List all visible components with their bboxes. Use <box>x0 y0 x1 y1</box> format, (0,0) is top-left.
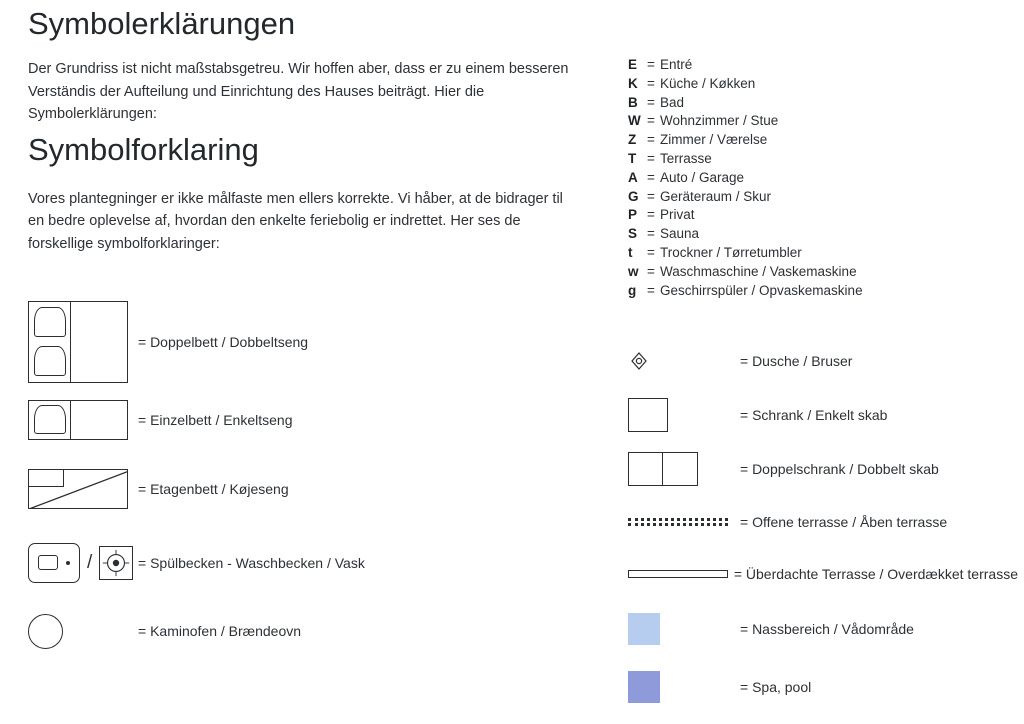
covered-terrace-icon <box>628 570 728 578</box>
equals-sign: = <box>647 263 655 279</box>
abbreviation-row <box>628 131 1018 150</box>
shower-glyph-wrap <box>628 350 740 372</box>
abbreviation-row <box>628 150 1018 169</box>
abbreviation-value: Auto / Garage <box>660 169 745 185</box>
abbreviation-value: Waschmaschine / Vaskemaskine <box>660 263 857 279</box>
double-bed-glyph-wrap <box>28 301 138 383</box>
washbasin-icon <box>99 546 133 580</box>
sink-glyph-wrap <box>28 543 138 583</box>
german-paragraph: Der Grundriss ist nicht maßstabsgetreu. Wir hoffen aber, dass er zu einem besseren Verständis der Aufteilung und Einrichtung des Hauses beiträgt. Hier die Symbolerklärungen: <box>28 61 569 122</box>
equals-sign: = <box>647 188 655 204</box>
legend-item-wood-stove <box>28 601 608 661</box>
covered-terrace-glyph-wrap <box>628 570 734 578</box>
pillow-icon <box>34 346 66 376</box>
equals-sign: = <box>647 282 655 298</box>
legend-label: = Überdachte Terrasse / Overdækket terrasse <box>733 566 1018 583</box>
legend-label: = Etagenbett / Køjeseng <box>138 481 289 497</box>
spa-pool-glyph-wrap <box>628 671 740 703</box>
open-terrace-glyph-wrap <box>628 518 740 526</box>
abbreviation-key: Z <box>628 132 637 148</box>
legend-label: = Doppelschrank / Dobbelt skab <box>740 461 939 478</box>
left-column <box>28 0 608 661</box>
legend-item-bunk-bed <box>28 453 608 525</box>
spa-pool-swatch <box>628 671 660 703</box>
bunk-bed-ladder-icon <box>29 470 128 509</box>
double-bed-icon <box>28 301 128 383</box>
abbreviation-value: Bad <box>660 94 685 110</box>
wardrobe-double-icon <box>628 452 698 486</box>
equals-sign: = <box>647 244 655 260</box>
abbreviation-key: P <box>628 207 638 223</box>
equals-sign: = <box>647 150 655 166</box>
equals-sign: = <box>647 94 655 110</box>
legend-label: = Dusche / Bruser <box>740 353 853 370</box>
legend-item-wardrobe-double <box>628 442 1018 496</box>
abbreviation-key: T <box>628 150 637 166</box>
bunk-bed-icon <box>28 469 128 509</box>
equals-sign: = <box>647 57 655 72</box>
abbreviation-value: Wohnzimmer / Stue <box>660 113 779 129</box>
abbreviation-key: g <box>628 282 637 298</box>
wet-area-glyph-wrap <box>628 613 740 645</box>
equals-sign: = <box>647 75 655 91</box>
abbreviation-row <box>628 244 1018 263</box>
abbreviation-row <box>628 263 1018 282</box>
danish-title: Symbolforklaring <box>28 131 259 167</box>
separator: / <box>87 552 93 573</box>
legend-item-single-bed <box>28 387 608 453</box>
abbreviation-value: Terrasse <box>660 150 712 166</box>
legend-label: = Spa, pool <box>740 679 812 696</box>
german-title: Symbolerklärungen <box>28 6 296 41</box>
abbreviation-value: Geräteraum / Skur <box>660 188 772 204</box>
left-legend-list <box>28 297 608 661</box>
single-bed-pillow-area <box>29 401 71 439</box>
abbreviation-row <box>628 188 1018 207</box>
abbreviation-key: G <box>628 188 639 204</box>
wardrobe-right-half <box>663 453 697 485</box>
legend-item-shower <box>628 334 1018 388</box>
legend-item-double-bed <box>28 297 608 387</box>
right-column <box>628 0 1018 716</box>
abbreviation-row <box>628 206 1018 225</box>
abbreviation-key: B <box>628 94 638 110</box>
legend-item-covered-terrace <box>628 548 1018 600</box>
abbreviation-key: w <box>628 263 639 279</box>
abbreviation-key: A <box>628 169 638 185</box>
equals-sign: = <box>647 132 655 148</box>
abbreviation-row <box>628 225 1018 244</box>
wardrobe-single-icon <box>628 398 668 432</box>
abbreviation-key: K <box>628 75 638 91</box>
right-legend-list <box>628 334 1018 716</box>
legend-item-sink <box>28 525 608 601</box>
shower-icon <box>628 350 650 372</box>
abbreviation-value: Entré <box>660 57 693 72</box>
abbreviation-value: Sauna <box>660 226 700 242</box>
wardrobe-single-glyph-wrap <box>628 398 740 432</box>
abbreviation-value: Privat <box>660 207 695 223</box>
legend-item-wet-area <box>628 600 1018 658</box>
abbreviation-value: Trockner / Tørretumbler <box>660 244 802 260</box>
legend-label: = Kaminofen / Brændeovn <box>138 623 302 639</box>
abbreviation-row <box>628 94 1018 113</box>
equals-sign: = <box>647 169 655 185</box>
wood-stove-glyph-wrap <box>28 614 138 649</box>
equals-sign: = <box>647 207 655 223</box>
abbreviation-row <box>628 75 1018 94</box>
wood-stove-icon <box>28 614 63 649</box>
pillow-icon <box>34 307 66 337</box>
abbreviation-row <box>628 169 1018 188</box>
bunk-bed-glyph-wrap <box>28 469 138 509</box>
equals-sign: = <box>647 226 655 242</box>
wardrobe-double-glyph-wrap <box>628 452 740 486</box>
abbreviation-row <box>628 56 1018 75</box>
legend-label: = Einzelbett / Enkeltseng <box>138 412 293 428</box>
abbreviation-value: Geschirrspüler / Opvaskemaskine <box>660 282 863 298</box>
abbreviation-key: t <box>628 244 633 260</box>
sink-drain-icon <box>66 561 70 565</box>
wardrobe-left-half <box>629 453 663 485</box>
legend-label: = Doppelbett / Dobbeltseng <box>138 334 309 350</box>
abbreviation-key: S <box>628 226 638 242</box>
legend-item-wardrobe-single <box>628 388 1018 442</box>
abbreviation-row <box>628 112 1018 131</box>
legend-item-open-terrace <box>628 496 1018 548</box>
sink-basin-icon <box>38 555 58 570</box>
abbreviation-key: W <box>628 113 641 129</box>
open-terrace-icon <box>628 518 728 526</box>
abbreviation-list <box>628 56 1018 300</box>
abbreviation-value: Zimmer / Værelse <box>660 132 768 148</box>
legend-label: = Spülbecken - Waschbecken / Vask <box>138 555 365 571</box>
danish-paragraph: Vores plantegninger er ikke målfaste men ellers korrekte. Vi håber, at de bidrager til en bedre oplevelse af, hvordan den enkelte feriebolig er indrettet. Her ses de forskellige symbolforklaringer: <box>28 190 563 252</box>
single-bed-glyph-wrap <box>28 400 138 440</box>
single-bed-icon <box>28 400 128 440</box>
legend-label: = Nassbereich / Vådområde <box>740 621 914 638</box>
legend-item-spa-pool <box>628 658 1018 716</box>
washbasin-inner-icon <box>100 547 132 579</box>
sink-icon <box>28 543 80 583</box>
abbreviation-key: E <box>628 57 638 72</box>
pillow-icon <box>34 405 66 434</box>
legend-label: = Schrank / Enkelt skab <box>740 407 888 424</box>
abbreviation-value: Küche / Køkken <box>660 75 756 91</box>
double-bed-pillow-area <box>29 302 71 382</box>
legend-label: = Offene terrasse / Åben terrasse <box>740 514 948 531</box>
equals-sign: = <box>647 113 655 129</box>
wet-area-swatch <box>628 613 660 645</box>
abbreviation-row <box>628 282 1018 301</box>
